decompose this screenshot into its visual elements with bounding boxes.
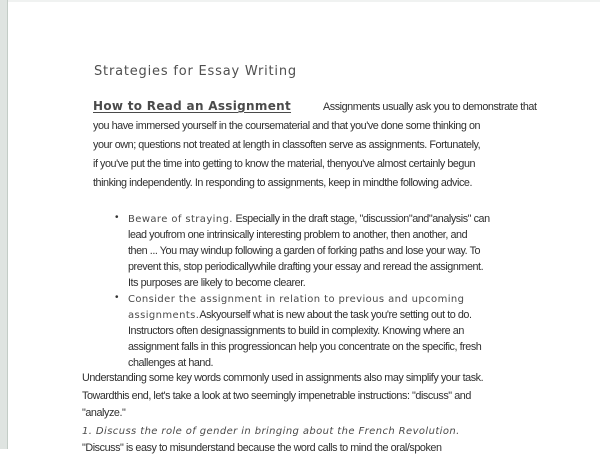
text-run: Its purposes are likely to become clearer. — [128, 277, 306, 289]
text-line — [82, 386, 483, 404]
text-line — [93, 96, 537, 115]
text-run: Understanding some key words commonly used in assignments also may simplify your task. — [82, 372, 484, 384]
text-run: "Discuss" is easy to misunderstand because the word calls to mind the oral/spoken — [82, 442, 442, 454]
text-line — [93, 115, 537, 134]
text-line — [93, 134, 537, 153]
text-run: prevent this, stop periodicallywhile drafting your essay and reread the assignment. — [128, 261, 484, 273]
text-line — [82, 421, 483, 439]
page-title: Strategies for Essay Writing — [94, 64, 297, 79]
text-line — [128, 338, 490, 354]
text-run: Instructors often designassignments to build in complexity. Knowing where an — [128, 325, 464, 337]
text-run: challenges at hand. — [128, 357, 214, 369]
text-line — [128, 210, 490, 226]
closing-paragraph — [82, 368, 483, 456]
bullet-lead-text: Beware of straying. — [128, 214, 233, 225]
text-line — [128, 274, 490, 290]
bullet-item — [93, 210, 490, 290]
text-run: if you've put the time into getting to know the material, thenyou've almost certainly begun — [93, 158, 476, 170]
text-line — [128, 306, 490, 322]
text-line — [128, 226, 490, 242]
page-left-edge — [0, 0, 8, 449]
text-run: assignment falls in this progressioncan help you concentrate on the specific, fresh — [128, 341, 482, 353]
text-run: Askyourself what is new about the task you're setting out to do. — [199, 309, 472, 321]
text-run: your own; questions not treated at length in classoften serve as assignments. Fortunately, — [93, 139, 481, 151]
text-line — [82, 403, 483, 421]
text-run: you have immersed yourself in the coursematerial and that you've done some thinking on — [93, 120, 481, 132]
bullet-lead-text: assignments. — [128, 310, 200, 321]
text-run: Especially in the draft stage, "discussion"and"analysis" can — [232, 213, 490, 225]
bullet-item — [93, 290, 490, 370]
bullet-icon: • — [115, 212, 119, 223]
section-heading: How to Read an Assignment — [93, 99, 292, 113]
text-run: Towardthis end, let's take a look at two seemingly impenetrable instructions: "discuss" and — [82, 389, 471, 402]
text-run: then ... You may windup following a garden of forking paths and lose your way. To — [128, 245, 481, 257]
text-run: lead youfrom one intrinsically interesting problem to another, then another, and — [128, 229, 468, 241]
text-line — [93, 153, 537, 172]
bullet-icon: • — [115, 292, 119, 303]
text-line — [128, 290, 490, 306]
text-line — [128, 322, 490, 338]
text-line — [93, 172, 537, 191]
page-top-edge — [0, 0, 600, 2]
text-line — [82, 368, 483, 386]
text-run: thinking independently. In responding to assignments, keep in mindthe following advice. — [93, 177, 472, 189]
bullet-lead-text: Consider the assignment in relation to previous and upcoming — [128, 294, 465, 305]
text-run: "analyze." — [82, 407, 126, 419]
text-line — [82, 438, 483, 456]
text-line — [128, 242, 490, 258]
advice-bullet-list — [93, 210, 490, 370]
example-prompt-text: 1. Discuss the role of gender in bringing about the French Revolution. — [82, 425, 460, 437]
text-run: Assignments usually ask you to demonstrate that — [323, 101, 537, 113]
intro-paragraph — [93, 96, 537, 191]
text-line — [128, 258, 490, 274]
